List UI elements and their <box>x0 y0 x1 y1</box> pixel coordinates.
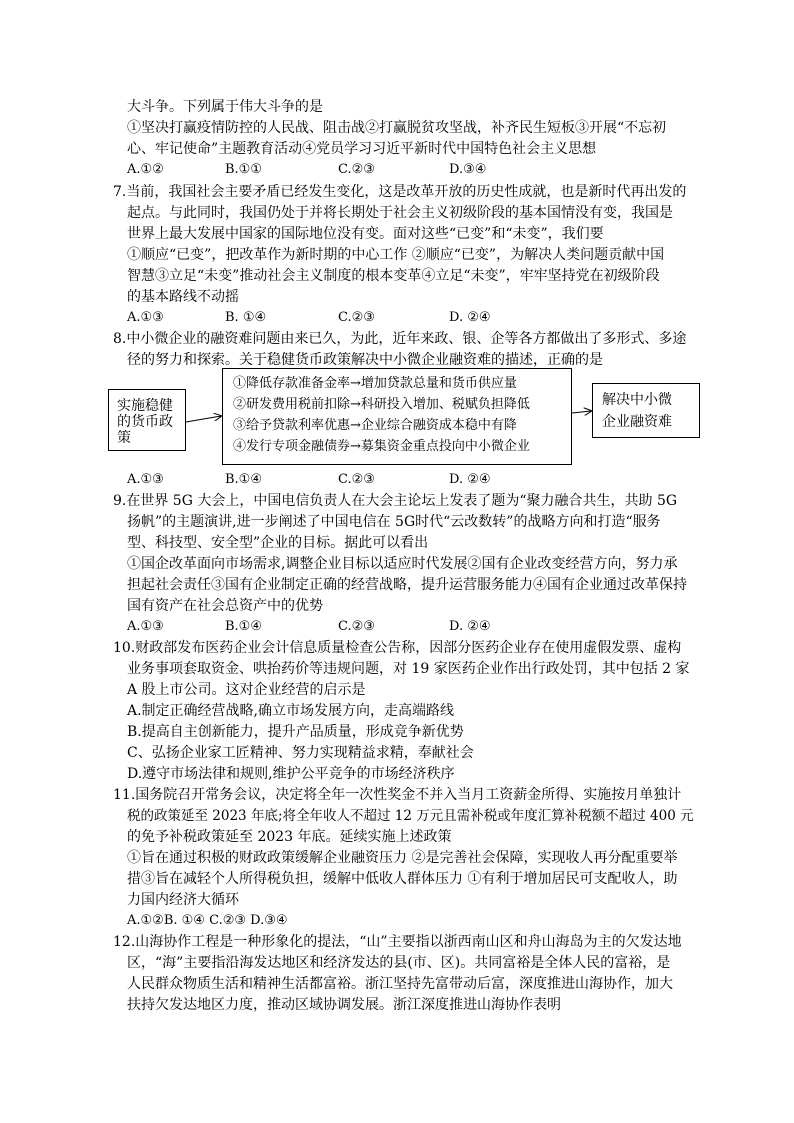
q9-line-2: 扬帆”的主题演讲,进一步阐述了中国电信在 5G时代“云改数转”的战略方向和打造“服务 <box>127 514 661 530</box>
q8-option-c: C.②③ <box>338 472 375 487</box>
right-box-line-2: 企业融资难 <box>602 414 672 430</box>
q11-line-5: 措③旨在减轻个人所得税负担，缓解中低收人群体压力 ①有利于增加居民可支配收人，助 <box>127 871 678 887</box>
q9-option-d: D. ②④ <box>449 619 491 634</box>
q6-option-a: A.①② <box>127 162 164 177</box>
left-box-line-1: 实施稳健 <box>117 398 173 414</box>
diagram-left-box <box>108 389 186 451</box>
q6-option-d: D.③④ <box>449 162 487 177</box>
q8-option-b: B.①④ <box>225 472 262 487</box>
right-box-line-1: 解决中小微 <box>602 392 672 408</box>
q8-line-2: 径的努力和探索。关于稳健货币政策解决中小微企业融资难的描述，正确的是 <box>127 352 603 368</box>
q9-options <box>127 617 567 637</box>
q11-line-6: 力国内经济大循环 <box>127 892 239 908</box>
q11-line-4: ①旨在通过积极的财政政策缓解企业融资压力 ②是完善社会保障，实现收人再分配重要举 <box>127 850 678 866</box>
q11-options: A.①②B. ①④ C.②③ D.③④ <box>127 913 288 928</box>
middle-box-item-4: ④发行专项金融债券→募集资金重点投向中小微企业 <box>233 439 530 454</box>
q11-line-2: 税的政策延至 2023 年底;将全年收人不超过 12 万元且需补税或年度汇算补税额不超过 400 元 <box>127 808 694 824</box>
q9-line-5: 担起社会责任③国有企业制定正确的经营战略，提升运营服务能力④国有企业通过改革保持 <box>127 577 687 593</box>
q8-options <box>127 470 567 490</box>
q7-line-5: 智慧③立足“未变”推动社会主义制度的根本变革④立足“未变”，牢牢坚持党在初级阶段 <box>127 268 660 284</box>
q6-options <box>127 160 567 180</box>
q10-line-2: 业务事项套取资金、哄抬药价等违规问题，对 19 家医药企业作出行政处罚，其中包括 2 家 <box>127 661 690 677</box>
q7-line-4: ①顺应“已变”，把改革作为新时期的中心工作 ②顺应“已变”，为解决人类问题贡献中国 <box>127 247 665 263</box>
q10-line-1: 10.财政部发布医药企业会计信息质量检查公告称，因部分医药企业存在使用虚假发票、虚构 <box>113 640 682 656</box>
q7-option-c: C.②③ <box>338 310 375 325</box>
q7-line-2: 起点。与此同时，我国仍处于并将长期处于社会主义初级阶段的基本国情没有变，我国是 <box>127 205 673 221</box>
q6-line-1: 大斗争。下列属于伟大斗争的是 <box>127 99 323 115</box>
q6-line-3: 心、牢记使命”主题教育活动④党员学习习近平新时代中国特色社会主义思想 <box>127 141 597 157</box>
diagram-middle-box <box>222 368 572 465</box>
arrow-middle-to-right <box>572 411 591 413</box>
q7-line-6: 的基本路线不动摇 <box>127 289 239 305</box>
q9-line-4: ①国企改革面向市场需求,调整企业目标以适应时代发展②国有企业改变经营方向，努力承 <box>127 556 678 572</box>
middle-box-item-3: ③给予贷款利率优惠→企业综合融资成本稳中有降 <box>233 418 517 433</box>
left-box-line-2: 的货币政 <box>117 414 173 430</box>
q7-options <box>127 308 567 328</box>
q7-option-b: B. ①④ <box>225 310 267 325</box>
q9-option-c: C.②③ <box>338 619 375 634</box>
q10-option-b: B.提高自主创新能力，提升产品质量，形成竞争新优势 <box>127 724 464 740</box>
q11-line-1: 11.国务院召开常务会议，决定将全年一次性奖金不并入当月工资薪金所得、实施按月单独计 <box>113 787 682 803</box>
q12-line-4: 扶持欠发达地区力度，推动区域协调发展。浙江深度推进山海协作表明 <box>127 997 561 1013</box>
q7-line-3: 世界上最大发展中国家的国际地位没有变。面对这些“已变”和“未变”，我们要 <box>127 226 604 242</box>
q9-option-b: B.①④ <box>225 619 262 634</box>
middle-box-item-1: ①降低存款准备金率→增加贷款总量和货币供应量 <box>233 376 517 391</box>
q8-option-a: A.①③ <box>127 472 164 487</box>
q10-option-c: C、弘扬企业家工匠精神、努力实现精益求精，奉献社会 <box>127 745 474 761</box>
q10-option-d: D.遵守市场法律和规则,维护公平竞争的市场经济秩序 <box>127 766 455 782</box>
q12-line-1: 12.山海协作工程是一种形象化的提法，“山”主要指以浙西南山区和舟山海岛为主的欠发达地 <box>113 934 682 950</box>
q11-line-3: 的免予补税政策延至 2023 年底。延续实施上述政策 <box>127 829 452 845</box>
q6-line-2: ①坚决打赢疫情防控的人民战、阻击战②打赢脱贫攻坚战，补齐民生短板③开展“不忘初 <box>127 120 667 136</box>
q8-line-1: 8.中小微企业的融资难问题由来已久，为此，近年来政、银、企等各方都做出了多形式、多途 <box>113 331 687 347</box>
q12-line-3: 人民群众物质生活和精神生活都富裕。浙江坚持先富带动后富，深度推进山海协作，加大 <box>127 976 673 992</box>
q9-line-3: 型、科技型、安全型”企业的目标。据此可以看出 <box>127 535 429 551</box>
left-box-line-3: 策 <box>117 430 131 446</box>
q6-option-c: C.②③ <box>338 162 375 177</box>
arrow-left-to-middle <box>186 416 221 422</box>
q7-line-1: 7.当前，我国社会主要矛盾已经发生变化，这是改革开放的历史性成就，也是新时代再出发的 <box>113 184 687 200</box>
q8-option-d: D. ②④ <box>449 472 491 487</box>
q10-line-3: A 股上市公司。这对企业经营的启示是 <box>127 682 366 698</box>
diagram-right-box <box>592 383 700 438</box>
q10-option-a: A.制定正确经营战略,确立市场发展方向，走高端路线 <box>127 703 455 719</box>
q12-line-2: 区，“海”主要指沿海发达地区和经济发达的县(市、区)。共同富裕是全体人民的富裕，是 <box>127 955 671 971</box>
q7-option-d: D. ②④ <box>449 310 491 325</box>
q9-line-6: 国有资产在社会总资产中的优势 <box>127 598 323 614</box>
q9-line-1: 9.在世界 5G 大会上，中国电信负责人在大会主论坛上发表了题为“聚力融合共生，共助 5G <box>113 493 678 509</box>
q6-option-b: B.①① <box>225 162 262 177</box>
q7-option-a: A.①③ <box>127 310 164 325</box>
middle-box-item-2: ②研发费用税前扣除→科研投入增加、税赋负担降低 <box>233 397 530 412</box>
q9-option-a: A.①③ <box>127 619 164 634</box>
